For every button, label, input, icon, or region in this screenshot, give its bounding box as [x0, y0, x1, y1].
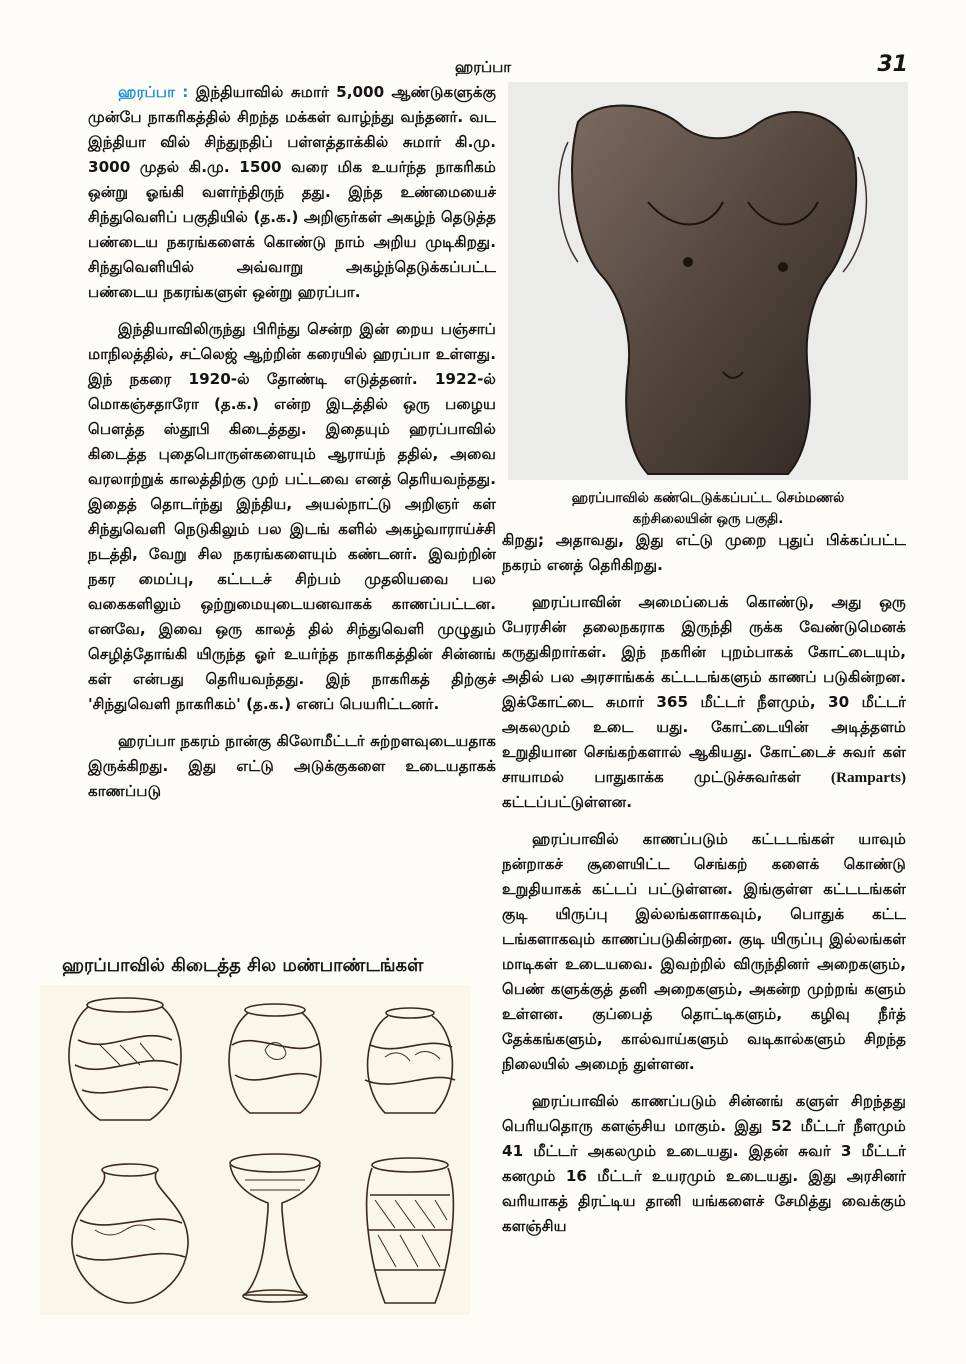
- lead-word: ஹரப்பா :: [118, 83, 189, 101]
- ramparts-paragraph: [502, 590, 906, 815]
- jar-icon: [367, 1158, 454, 1303]
- paragraph: ஹரப்பாவில் காணப்படும் கட்டடங்கள் யாவும் நன்றாகச் சூளையிட்ட செங்கற் களைக் கொண்டு உறுதியாகக் கட்டப் பட்டுள்ளன. இங்குள்ள கட்டடங்கள் குடி யிருப்பு இல்லங்களாகவும், பொதுக் கட்ட டங்களாகவும் காணப்படுகின்றன. குடி யிருப்பு இல்லங்கள் மாடிகள் உடையவை. இவற்றில் விருந்தினர் அறைகளும், பெண் களுக்குத் தனி அறைகளும், அகன்ற முற்றங் களும் உள்ளன. குப்பைத் தொட்டிகளும், கழிவு நீர்த் தேக்கங்களும், கால்வாய்களும் வடிகால்களும் சிறந்த நிலையில் அமைந் துள்ளன.: [502, 830, 906, 1073]
- running-head: ஹரப்பா: [454, 58, 512, 76]
- right-column: [502, 528, 906, 1251]
- paragraph: ஹரப்பா நகரம் நான்கு கிலோமீட்டர் சுற்றளவுடையதாக இருக்கிறது. இது எட்டு அடுக்குகளை உடையதாகக் காணப்படு: [88, 732, 496, 800]
- intro-paragraph: [88, 80, 496, 305]
- torso-drawing: [508, 82, 908, 480]
- paragraph-text: ஹரப்பாவின் அமைப்பைக் கொண்டு, அது ஒரு பேரரசின் தலைநகராக இருந்தி ருக்க வேண்டுமெனக் கருதுகிறார்கள். இந் நகரின் புறம்பாகக் கோட்டையும், அதில் பல அரசாங்கக் கட்டடங்களும் காணப் படுகின்றன. இக்கோட்டை சுமார் 365 மீட்டர் நீளமும், 30 மீட்டர் அகலமும் உடை யது. கோட்டையின் அடித்தளம் உறுதியான செங்கற்களால் ஆகியது. கோட்டைச் சுவர் கள் சாயாமல் பாதுகாக்க முட்டுச்சுவர்கள்: [502, 593, 906, 786]
- page-number: 31: [877, 52, 908, 77]
- pot-icon: [69, 998, 181, 1120]
- pot-icon: [72, 1164, 188, 1303]
- pot-icon: [229, 1004, 321, 1113]
- paragraph: கிறது; அதாவது, இது எட்டு முறை புதுப் பிக்கப்பட்ட நகரம் எனத் தெரிகிறது.: [502, 531, 906, 574]
- pottery-illustration: [40, 985, 470, 1315]
- pottery-drawing: [40, 985, 470, 1315]
- torso-caption: [508, 488, 908, 530]
- paragraph-text: கட்டப்பட்டுள்ளன.: [502, 793, 633, 811]
- paragraph: ஹரப்பாவில் காணப்படும் சின்னங் களுள் சிறந்தது பெரியதொரு களஞ்சிய மாகும். இது 52 மீட்டர் நீளமும் 41 மீட்டர் அகலமும் உடையது. இதன் சுவர் 3 மீட்டர் கனமும் 16 மீட்டர் உயரமும் உடையது. இது அரசினர் வரியாகத் திரட்டிய தானி யங்களைச் சேமித்து வைக்கும் களஞ்சிய: [502, 1092, 906, 1235]
- pot-icon: [365, 1008, 455, 1113]
- left-column: [88, 80, 496, 816]
- paragraph: இந்தியாவிலிருந்து பிரிந்து சென்ற இன் றைய பஞ்சாப் மாநிலத்தில், சட்லெஜ் ஆற்றின் கரையில் ஹரப்பா உள்ளது. இந் நகரை 1920-ல் தோண்டி எடுத்தனர். 1922-ல் மொகஞ்சதாரோ (த.க.) என்ற இடத்தில் ஒரு பழைய பௌத்த ஸ்தூபி கிடைத்தது. இதையும் ஹரப்பாவில் கிடைத்த புதைபொருள்களையும் ஆராய்ந் ததில், அவை வரலாற்றுக் காலத்திற்கு முற் பட்டவை எனத் தெரியவந்தது. இதைத் தொடர்ந்து இந்திய, அயல்நாட்டு அறிஞர் கள் சிந்துவெளி நெடுகிலும் பல இடங் களில் அகழ்வாராய்ச்சி நடத்தி, வேறு சில நகரங்களையும் கண்டனர். இவற்றின் நகர மைப்பு, கட்டடச் சிற்பம் முதலியவை பல வகைகளிலும் ஒற்றுமையுடையனவாகக் காணப்பட்டன. எனவே, இவை ஒரு காலத் தில் சிந்துவெளி முழுதும் செழித்தோங்கி யிருந்த ஓர் உயர்ந்த நாகரிகத்தின் சின்னங் கள் என்பது தெரியவந்தது. இந் நாகரிகத் திற்குச் 'சிந்துவெளி நாகரிகம்' (த.க.) எனப் பெயரிட்டனர்.: [88, 320, 496, 713]
- caption-line: கற்சிலையின் ஒரு பகுதி.: [632, 511, 784, 527]
- latin-term: (Ramparts): [830, 769, 906, 786]
- torso-sculpture-image: [508, 82, 908, 480]
- dish-on-stand-icon: [230, 1154, 320, 1302]
- section-heading: ஹரப்பாவில் கிடைத்த சில மண்பாண்டங்கள்: [62, 955, 424, 976]
- intro-paragraph-body: இந்தியாவில் சுமார் 5,000 ஆண்டுகளுக்கு முன்பே நாகரிகத்தில் சிறந்த மக்கள் வாழ்ந்து வந்தனர். வட இந்தியா வில் சிந்துநதிப் பள்ளத்தாக்கில் சுமார் கி.மு. 3000 முதல் கி.மு. 1500 வரை மிக உயர்ந்த நாகரிகம் ஒன்று ஓங்கி வளர்ந்திருந் தது. இந்த உண்மையைச் சிந்துவெளிப் பகுதியில் (த.க.) அறிஞர்கள் அகழ்ந் தெடுத்த பண்டைய நகரங்களைக் கொண்டு நாம் அறிய முடிகிறது. சிந்துவெளியில் அவ்வாறு அகழ்ந்தெடுக்கப்பட்ட பண்டைய நகரங்களுள் ஒன்று ஹரப்பா.: [88, 83, 496, 301]
- caption-line: ஹரப்பாவில் கண்டெடுக்கப்பட்ட செம்மணல்: [571, 490, 845, 506]
